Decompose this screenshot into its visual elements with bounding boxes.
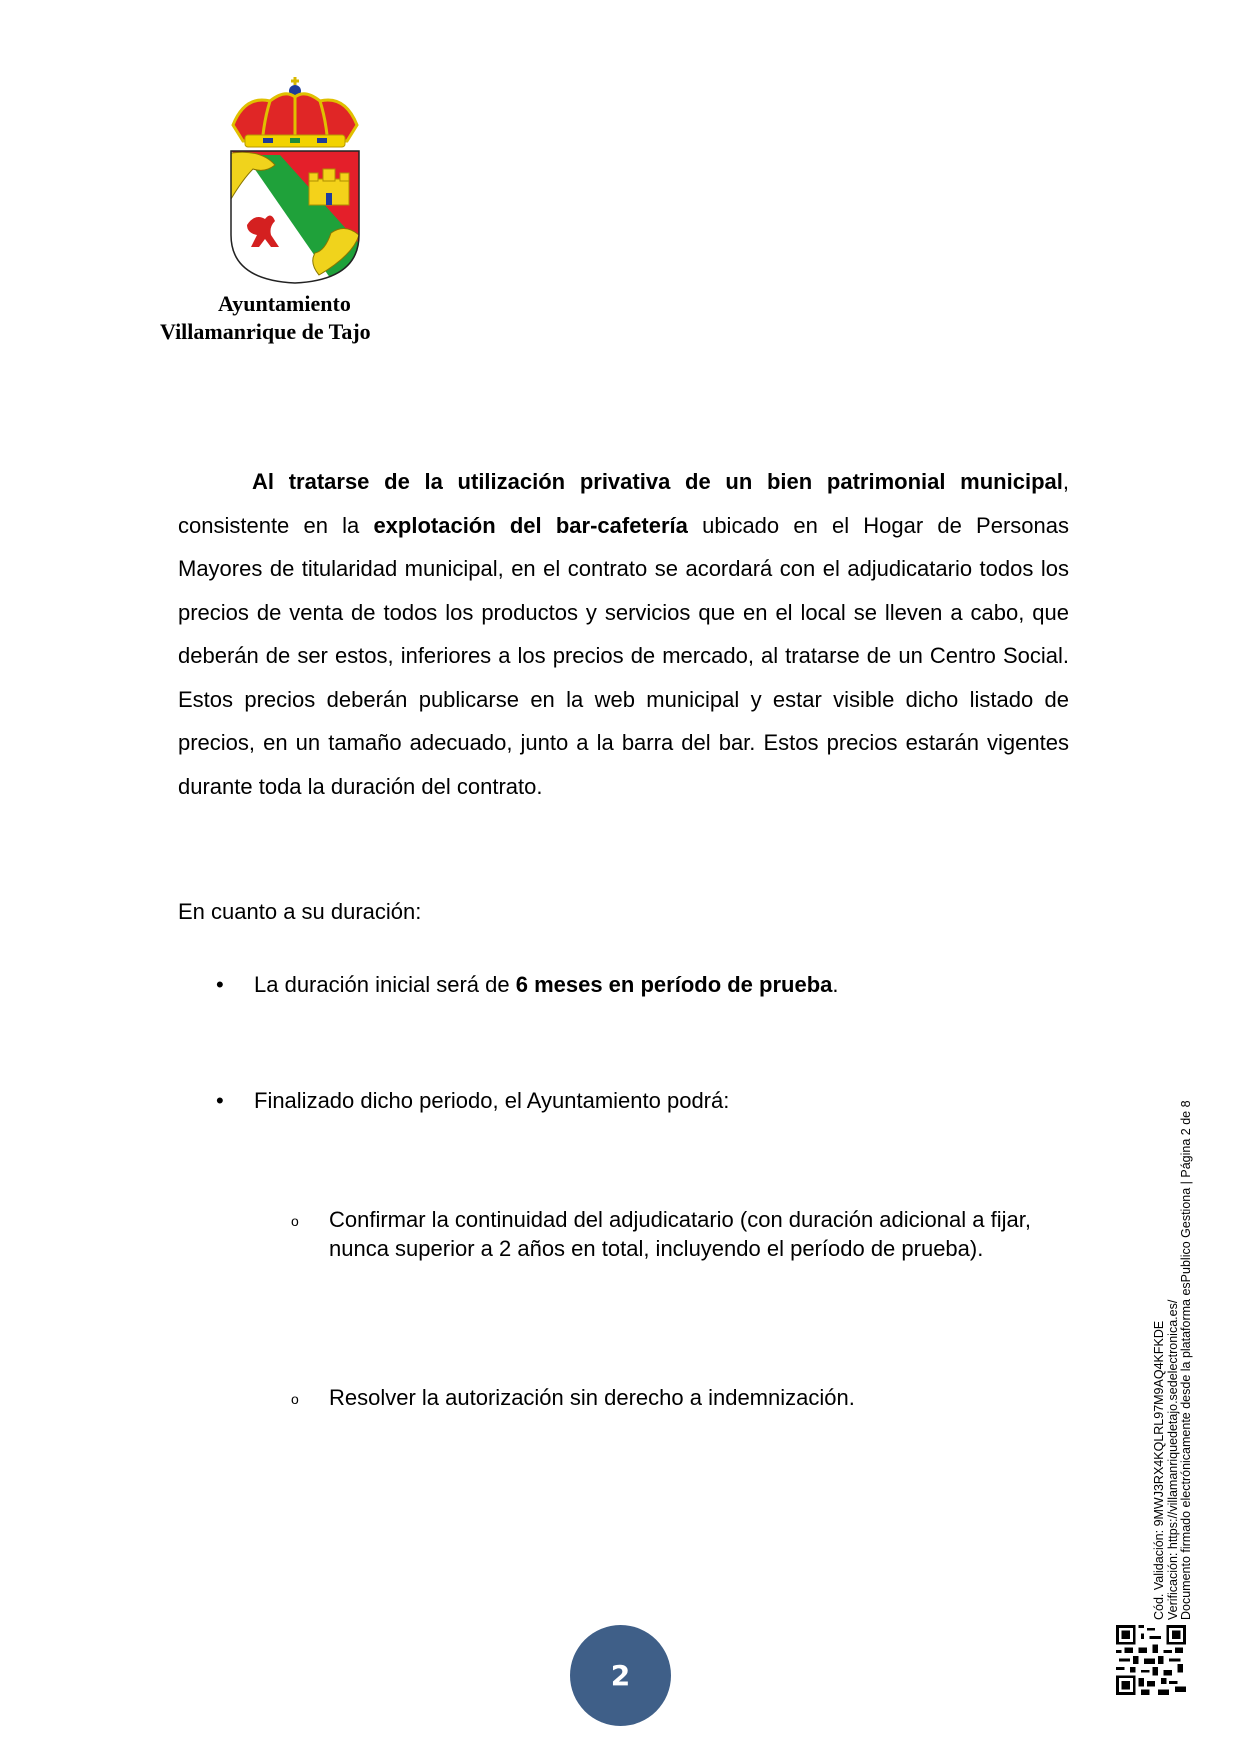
circle-bullet-icon: o — [291, 1213, 299, 1229]
org-line-2: Villamanrique de Tajo — [160, 319, 371, 344]
list-item-text: La duración inicial será de — [254, 972, 516, 997]
qr-code-icon — [1116, 1625, 1186, 1695]
circle-bullet-icon: o — [291, 1391, 299, 1407]
sub-list-item — [291, 1383, 1069, 1412]
paragraph-bold-intro: Al tratarse de la utilización privativa de un bien patrimonial municipal — [252, 469, 1063, 494]
list-item-text: Finalizado dicho periodo, el Ayuntamiento podrá: — [254, 1088, 730, 1113]
list-item-bold: 6 meses en período de prueba — [515, 972, 833, 997]
sub-list-item-text: Resolver la autorización sin derecho a indemnización. — [329, 1385, 855, 1410]
sub-list-item — [291, 1205, 1069, 1263]
list-item — [216, 1086, 1074, 1116]
org-line-1: Ayuntamiento — [218, 291, 351, 316]
page-number-badge: 2 — [570, 1625, 671, 1726]
list-item — [216, 970, 1074, 1000]
list-item-tail: . — [832, 972, 839, 997]
verification-url[interactable]: Verificación: https://villamanriquedetajo.sedelectronica.es/ — [1165, 1299, 1180, 1620]
bullet-icon: • — [216, 972, 224, 997]
paragraph-bold-2: explotación del bar-cafetería — [373, 512, 688, 538]
signature-note: Documento firmado electrónicamente desde la plataforma esPublico Gestiona | Página 2 de 8 — [1179, 1100, 1193, 1620]
paragraph-text-2: ubicado en el Hogar de Personas Mayores de titularidad municipal, en el contrato se acordará con el adjudicatario todos los precios de venta de todos los productos y servicios que en el local se lleven a cabo, que deberán de ser estos, inferiores a los precios de mercado, al tratarse de un Centro Social. Estos precios deberán publicarse en la web municipal y estar visible dicho listado de precios, en un tamaño adecuado, junto a la barra del bar. Estos precios estarán vigentes durante toda la duración del contrato. — [178, 512, 1069, 799]
coat-of-arms-icon — [225, 75, 365, 285]
sub-list-item-text: Confirmar la continuidad del adjudicatario (con duración adicional a fijar, nunca superior a 2 años en total, incluyendo el período de prueba). — [329, 1207, 1031, 1261]
paragraph-text-1: , consistente en la — [178, 469, 1069, 538]
main-paragraph — [178, 460, 1069, 808]
organization-name — [160, 290, 440, 346]
bullet-icon: • — [216, 1088, 224, 1113]
validation-code: Cód. Validación: 9MWJ3RX4KQLRL97M9AQ4KFKDE — [1152, 1320, 1166, 1620]
verification-sidebar — [1153, 1100, 1194, 1620]
duration-intro: En cuanto a su duración: — [178, 899, 422, 924]
